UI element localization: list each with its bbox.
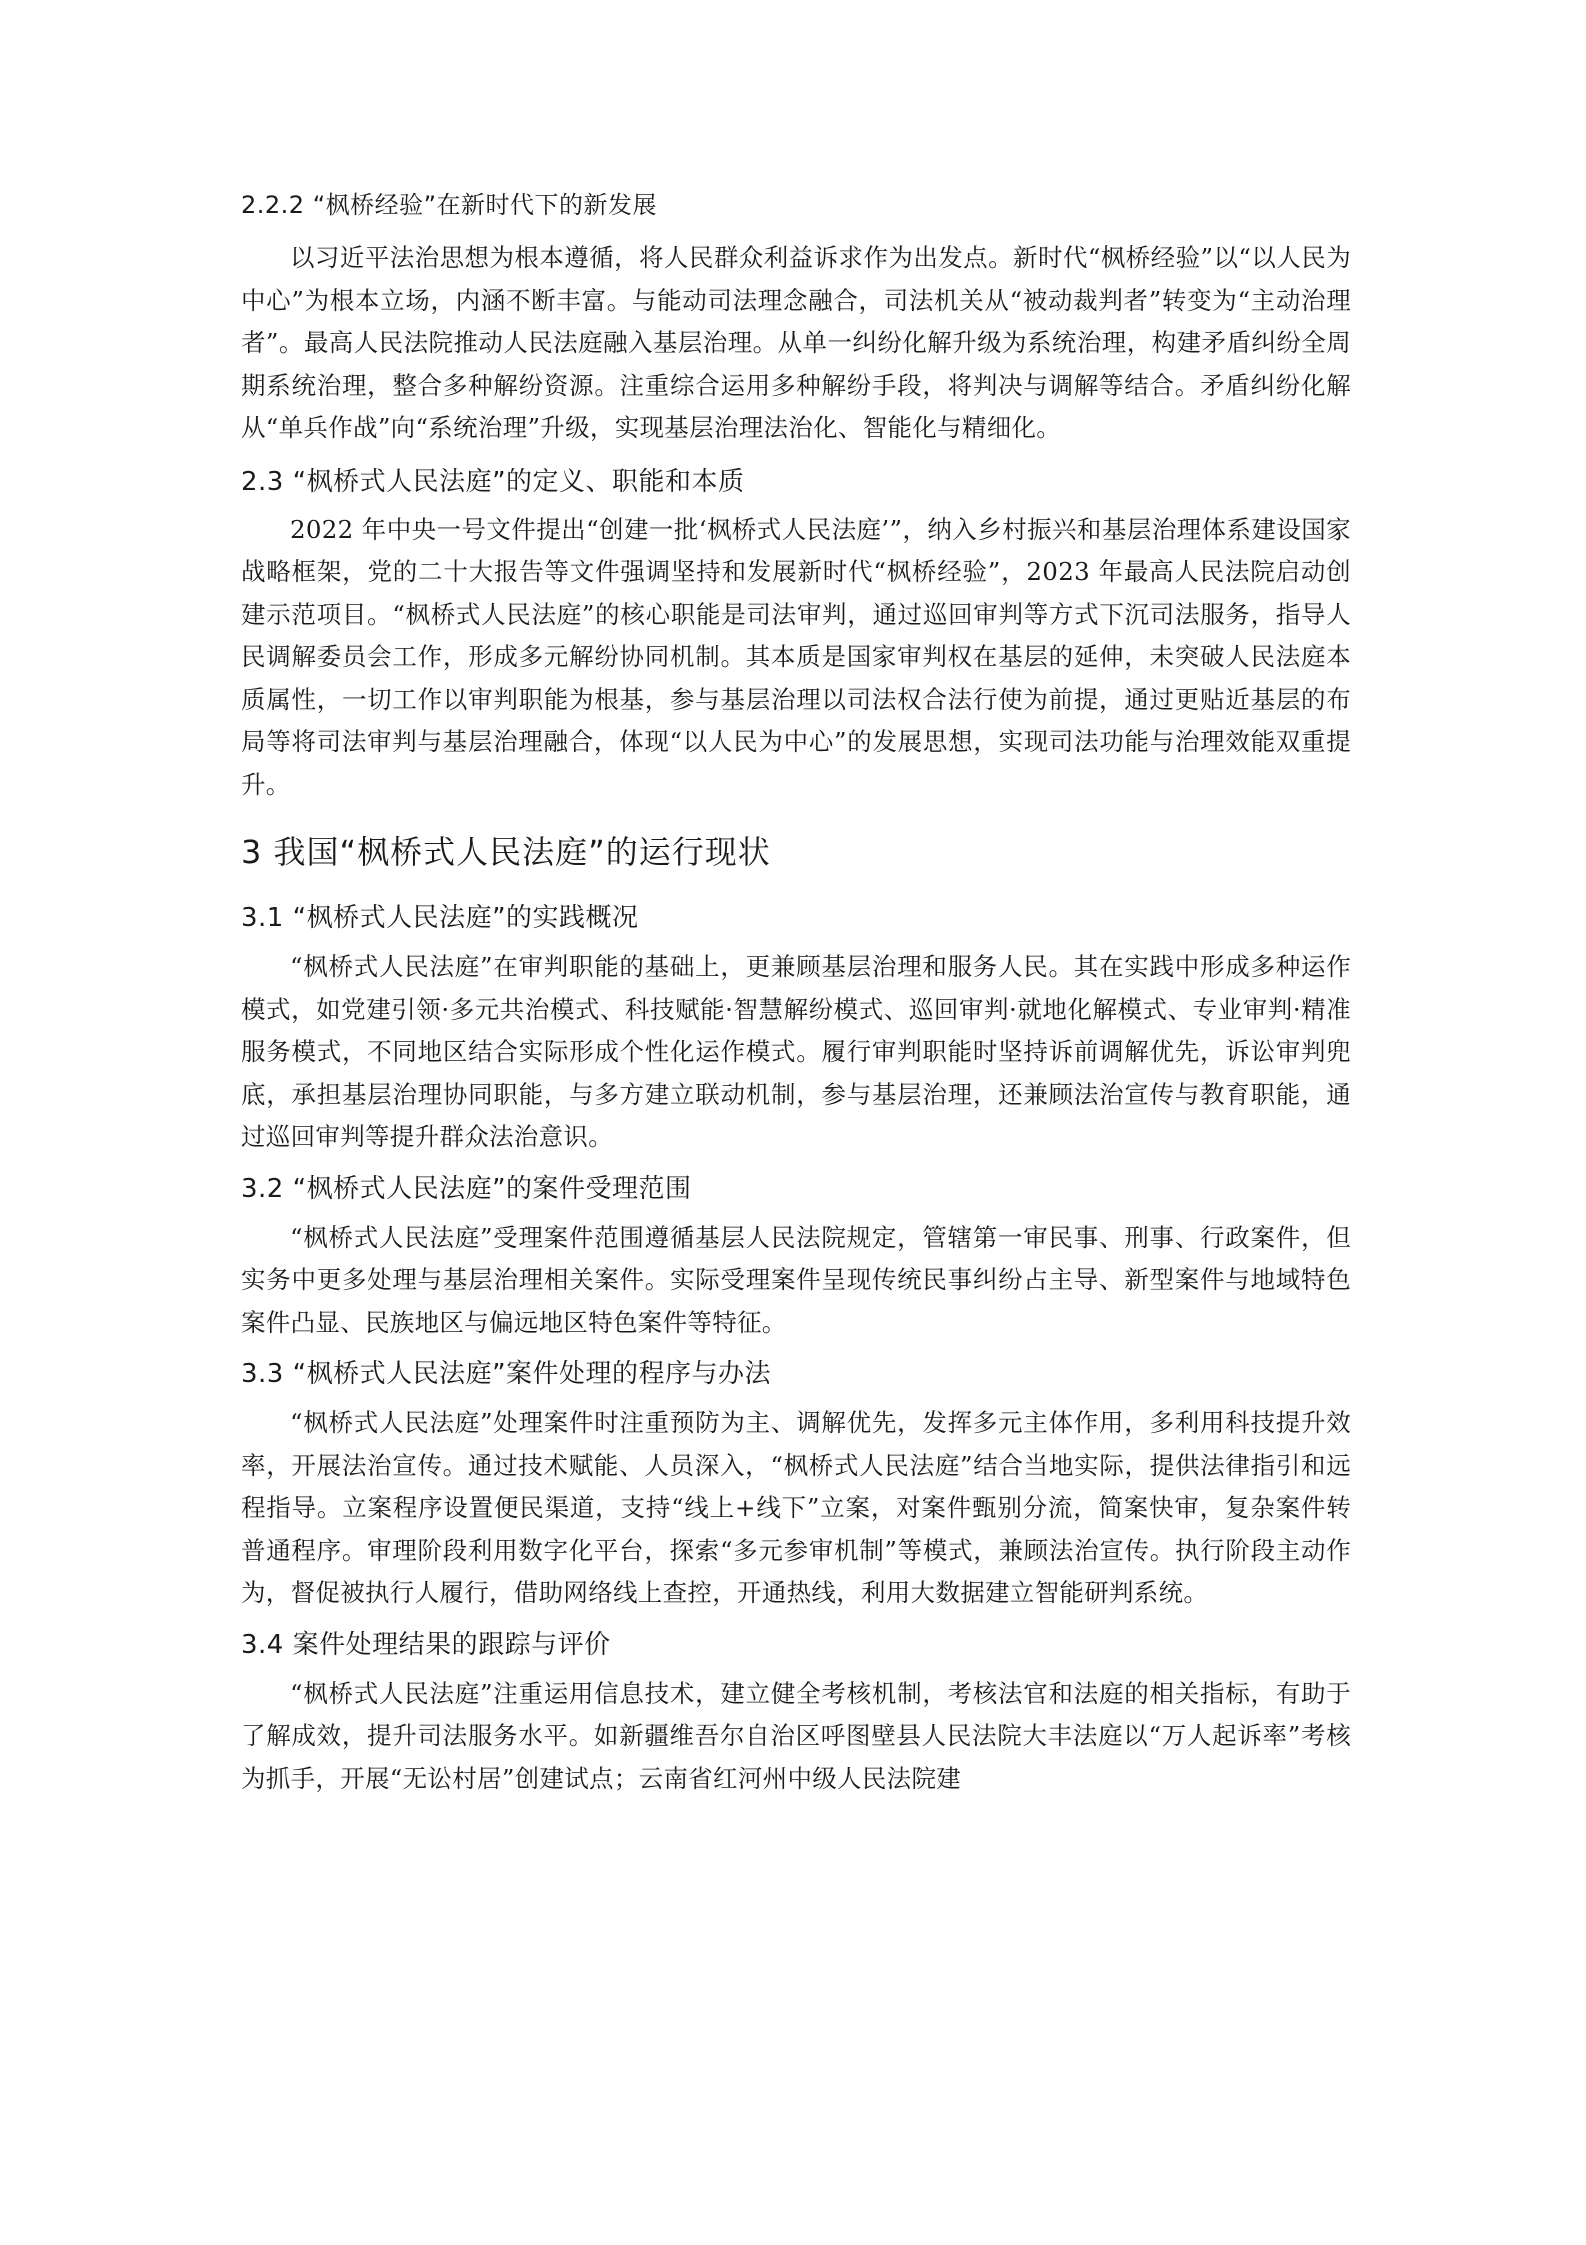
paragraph-definition-functions: 2022 年中央一号文件提出“创建一批‘枫桥式人民法庭’”，纳入乡村振兴和基层治理体系建设国家战略框架，党的二十大报告等文件强调坚持和发展新时代“枫桥经验”，2023 年最高人民法院启动创建示范项目。“枫桥式人民法庭”的核心职能是司法审判，通过巡回审判等方式下沉司法服务，指导人民调解委员会工作，形成多元解纷协同机制。其本质是国家审判权在基层的延伸，未突破人民法庭本质属性，一切工作以审判职能为根基，参与基层治理以司法权合法行使为前提，通过更贴近基层的布局等将司法审判与基层治理融合，体现“以人民为中心”的发展思想，实现司法功能与治理效能双重提升。 xyxy=(241,514,1351,799)
paragraph-procedures: “枫桥式人民法庭”处理案件时注重预防为主、调解优先，发挥多元主体作用，多利用科技提升效率，开展法治宣传。通过技术赋能、人员深入，“枫桥式人民法庭”结合当地实际，提供法律指引和远程指导。立案程序设置便民渠道，支持“线上+线下”立案，对案件甄别分流，简案快审，复杂案件转普通程序。审理阶段利用数字化平台，探索“多元参审机制”等模式，兼顾法治宣传。执行阶段主动作为，督促被执行人履行，借助网络线上查控，开通热线，利用大数据建立智能研判系统。 xyxy=(241,1408,1351,1607)
paragraph-case-scope: “枫桥式人民法庭”受理案件范围遵循基层人民法院规定，管辖第一审民事、刑事、行政案件，但实务中更多处理与基层治理相关案件。实际受理案件呈现传统民事纠纷占主导、新型案件与地域特色案件凸显、民族地区与偏远地区特色案件等特征。 xyxy=(241,1222,1351,1337)
paragraph-practice-overview: “枫桥式人民法庭”在审判职能的基础上，更兼顾基层治理和服务人民。其在实践中形成多种运作模式，如党建引领·多元共治模式、科技赋能·智慧解纷模式、巡回审判·就地化解模式、专业审判·精准服务模式，不同地区结合实际形成个性化运作模式。履行审判职能时坚持诉前调解优先，诉讼审判兜底，承担基层治理协同职能，与多方建立联动机制，参与基层治理，还兼顾法治宣传与教育职能，通过巡回审判等提升群众法治意识。 xyxy=(241,952,1351,1151)
section-heading-3-3: 3.3 “枫桥式人民法庭”案件处理的程序与办法 xyxy=(241,1359,772,1389)
subsection-heading-2-2-2: 2.2.2 “枫桥经验”在新时代下的新发展 xyxy=(241,191,658,219)
document-page xyxy=(241,186,1351,1800)
section-heading-3-1: 3.1 “枫桥式人民法庭”的实践概况 xyxy=(241,903,639,933)
paragraph-fengqiao-new-era: 以习近平法治思想为根本遵循，将人民群众利益诉求作为出发点。新时代“枫桥经验”以“以人民为中心”为根本立场，内涵不断丰富。与能动司法理念融合，司法机关从“被动裁判者”转变为“主动治理者”。最高人民法院推动人民法庭融入基层治理。从单一纠纷化解升级为系统治理，构建矛盾纠纷全周期系统治理，整合多种解纷资源。注重综合运用多种解纷手段，将判决与调解等结合。矛盾纠纷化解从“单兵作战”向“系统治理”升级，实现基层治理法治化、智能化与精细化。 xyxy=(241,243,1351,442)
chapter-heading-3: 3 我国“枫桥式人民法庭”的运行现状 xyxy=(241,833,771,871)
section-heading-2-3: 2.3 “枫桥式人民法庭”的定义、职能和本质 xyxy=(241,466,745,497)
section-heading-3-2: 3.2 “枫桥式人民法庭”的案件受理范围 xyxy=(241,1173,692,1204)
paragraph-tracking-evaluation: “枫桥式人民法庭”注重运用信息技术，建立健全考核机制，考核法官和法庭的相关指标，有助于了解成效，提升司法服务水平。如新疆维吾尔自治区呼图壁县人民法院大丰法庭以“万人起诉率”考核为抓手，开展“无讼村居”创建试点；云南省红河州中级人民法院建 xyxy=(241,1678,1351,1793)
section-heading-3-4: 3.4 案件处理结果的跟踪与评价 xyxy=(241,1629,611,1660)
